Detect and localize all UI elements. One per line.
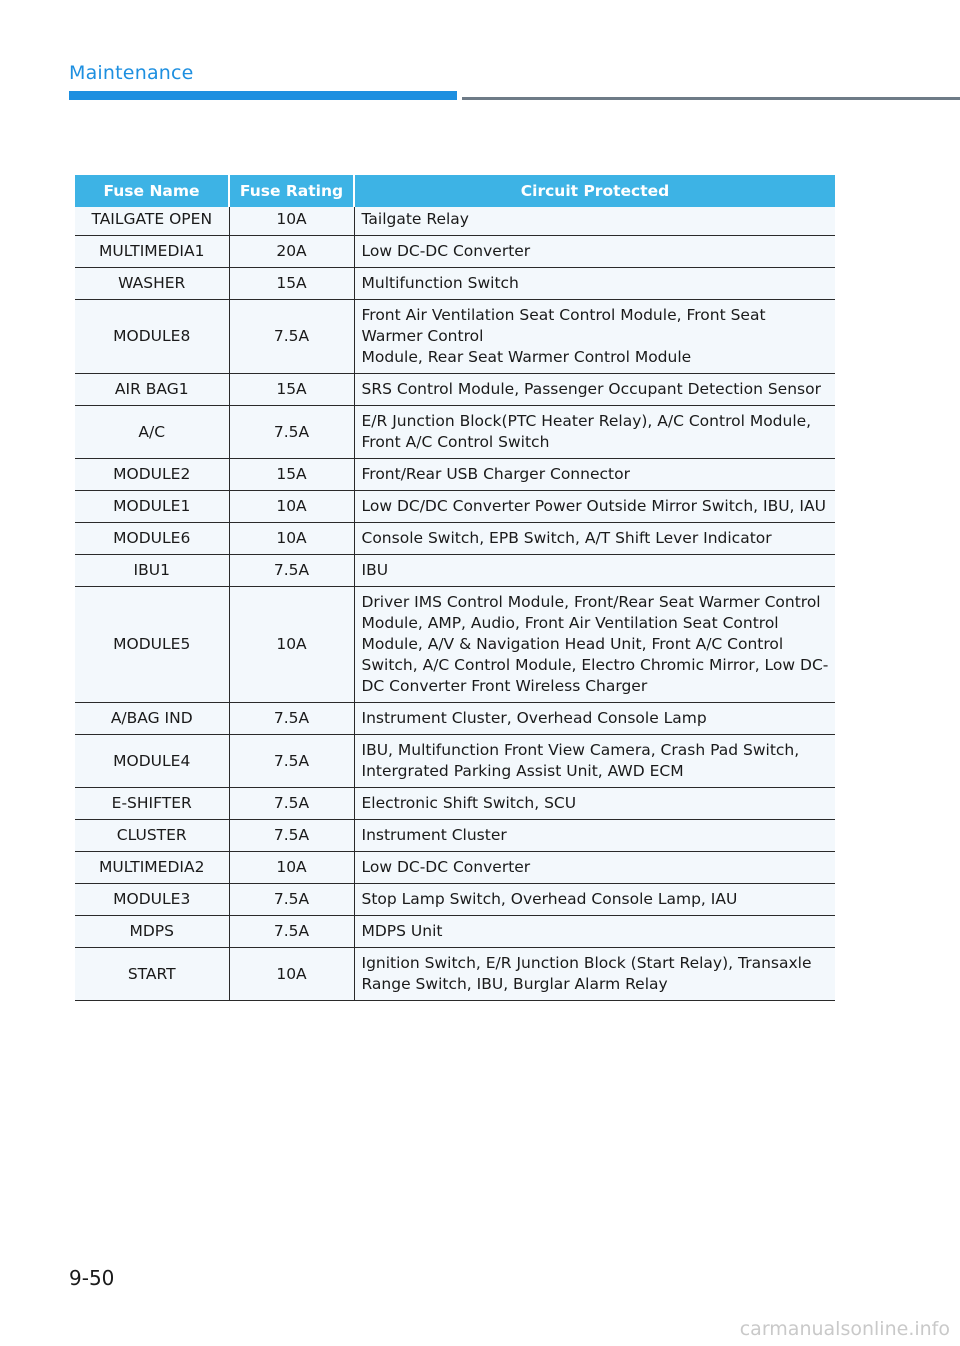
circuit-protected-cell: Instrument Cluster, Overhead Console Lamp [354,703,835,735]
fuse-name-cell: MODULE4 [75,735,229,788]
header-rule-grey [462,97,960,100]
table-row [75,852,835,884]
column-header-fuse-name: Fuse Name [75,175,229,207]
fuse-name-cell: WASHER [75,268,229,300]
fuse-name-cell: MODULE6 [75,523,229,555]
circuit-protected-cell: IBU, Multifunction Front View Camera, Crash Pad Switch, Intergrated Parking Assist Unit, AWD ECM [354,735,835,788]
table-row [75,587,835,703]
circuit-protected-cell: Stop Lamp Switch, Overhead Console Lamp, IAU [354,884,835,916]
circuit-protected-cell: Driver IMS Control Module, Front/Rear Seat Warmer Control Module, AMP, Audio, Front Air Ventilation Seat Control Module, A/V & Navigation Head Unit, Front A/C Control Switch, A/C Control Module, Electro Chromic Mirror, Low DC-DC Converter Front Wireless Charger [354,587,835,703]
table-body [75,207,835,1001]
table-row [75,374,835,406]
fuse-rating-cell: 20A [229,236,354,268]
table-row [75,555,835,587]
fuse-name-cell: TAILGATE OPEN [75,207,229,236]
table-row [75,406,835,459]
fuse-rating-cell: 15A [229,459,354,491]
fuse-rating-cell: 7.5A [229,555,354,587]
fuse-rating-cell: 7.5A [229,820,354,852]
table-row [75,459,835,491]
circuit-protected-cell: IBU [354,555,835,587]
table-row [75,268,835,300]
circuit-protected-cell: MDPS Unit [354,916,835,948]
fuse-rating-cell: 7.5A [229,884,354,916]
table-row [75,820,835,852]
page-number: 9-50 [69,1266,115,1290]
circuit-protected-cell: Low DC-DC Converter [354,852,835,884]
fuse-rating-cell: 7.5A [229,406,354,459]
fuse-name-cell: MODULE2 [75,459,229,491]
circuit-protected-cell: Console Switch, EPB Switch, A/T Shift Lever Indicator [354,523,835,555]
fuse-rating-cell: 15A [229,268,354,300]
table-row [75,884,835,916]
fuse-rating-cell: 7.5A [229,703,354,735]
circuit-protected-cell: Tailgate Relay [354,207,835,236]
fuse-rating-cell: 7.5A [229,788,354,820]
fuse-name-cell: CLUSTER [75,820,229,852]
circuit-protected-cell: Ignition Switch, E/R Junction Block (Start Relay), Transaxle Range Switch, IBU, Burglar Alarm Relay [354,948,835,1001]
table-row [75,916,835,948]
fuse-rating-cell: 7.5A [229,916,354,948]
fuse-name-cell: A/BAG IND [75,703,229,735]
fuse-name-cell: IBU1 [75,555,229,587]
column-header-circuit-protected: Circuit Protected [354,175,835,207]
circuit-protected-cell: Front Air Ventilation Seat Control Module, Front Seat Warmer Control Module, Rear Seat Warmer Control Module [354,300,835,374]
column-header-fuse-rating: Fuse Rating [229,175,354,207]
circuit-protected-cell: Multifunction Switch [354,268,835,300]
circuit-protected-cell: Instrument Cluster [354,820,835,852]
fuse-name-cell: MODULE8 [75,300,229,374]
table-row [75,703,835,735]
fuse-rating-cell: 10A [229,523,354,555]
fuse-rating-cell: 10A [229,207,354,236]
fuse-table [75,175,835,1001]
table-row [75,788,835,820]
fuse-name-cell: MULTIMEDIA1 [75,236,229,268]
fuse-name-cell: MULTIMEDIA2 [75,852,229,884]
table-row [75,300,835,374]
fuse-rating-cell: 7.5A [229,735,354,788]
fuse-rating-cell: 10A [229,852,354,884]
table-row [75,523,835,555]
fuse-rating-cell: 10A [229,587,354,703]
table-row [75,207,835,236]
fuse-rating-cell: 10A [229,948,354,1001]
table-row [75,491,835,523]
fuse-name-cell: MDPS [75,916,229,948]
fuse-rating-cell: 15A [229,374,354,406]
table-row [75,948,835,1001]
table-row [75,735,835,788]
table-row [75,236,835,268]
circuit-protected-cell: Front/Rear USB Charger Connector [354,459,835,491]
fuse-name-cell: MODULE3 [75,884,229,916]
fuse-name-cell: A/C [75,406,229,459]
fuse-name-cell: MODULE5 [75,587,229,703]
fuse-rating-cell: 10A [229,491,354,523]
fuse-name-cell: MODULE1 [75,491,229,523]
watermark-text: carmanualsonline.info [739,1318,950,1340]
circuit-protected-cell: Electronic Shift Switch, SCU [354,788,835,820]
fuse-name-cell: START [75,948,229,1001]
header-rule-blue [69,91,457,100]
fuse-rating-cell: 7.5A [229,300,354,374]
circuit-protected-cell: SRS Control Module, Passenger Occupant Detection Sensor [354,374,835,406]
circuit-protected-cell: Low DC/DC Converter Power Outside Mirror Switch, IBU, IAU [354,491,835,523]
circuit-protected-cell: Low DC-DC Converter [354,236,835,268]
fuse-name-cell: AIR BAG1 [75,374,229,406]
table-header-row [75,175,835,207]
fuse-name-cell: E-SHIFTER [75,788,229,820]
circuit-protected-cell: E/R Junction Block(PTC Heater Relay), A/C Control Module, Front A/C Control Switch [354,406,835,459]
section-title: Maintenance [69,62,194,84]
